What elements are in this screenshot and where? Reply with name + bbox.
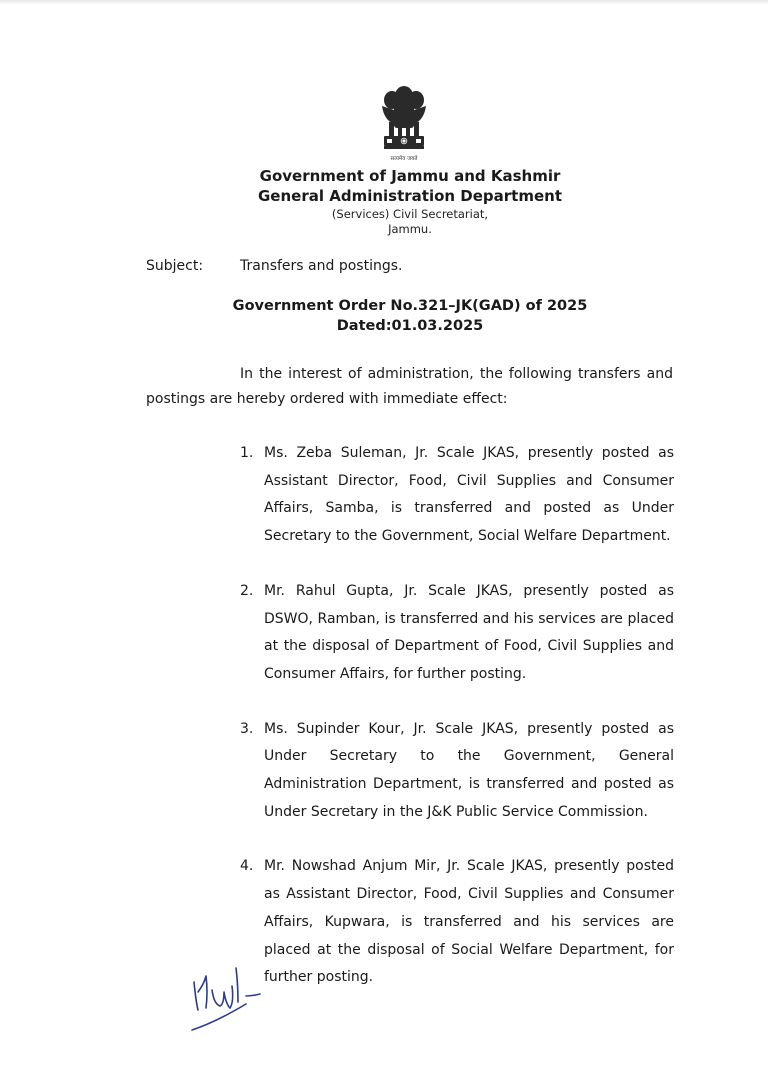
- order-item-number: 3.: [240, 720, 254, 737]
- department-name: General Administration Department: [258, 187, 562, 205]
- order-item: [240, 578, 674, 689]
- government-name: Government of Jammu and Kashmir: [259, 167, 561, 185]
- order-item-number: 1.: [240, 445, 254, 461]
- address-line-2: Jammu.: [388, 222, 432, 236]
- emblem-motto: सत्यमेव जयते: [390, 156, 418, 162]
- order-item-number: 2.: [240, 582, 254, 599]
- scan-edge: [0, 0, 768, 5]
- subject-text: Transfers and postings.: [240, 258, 403, 274]
- intro-paragraph: In the interest of administration, the following transfers and postings are hereby ordered with immediate effect:: [146, 366, 673, 407]
- order-date: Dated:01.03.2025: [336, 318, 484, 334]
- state-emblem-icon: [372, 86, 436, 164]
- order-item: [240, 716, 674, 827]
- handwritten-signature: [186, 962, 266, 1034]
- order-item-text: Mr. Rahul Gupta, Jr. Scale JKAS, presently posted as DSWO, Ramban, is transferred and his services are placed at the disposal of Department of Food, Civil Supplies and Consumer Affairs, for further posting.: [264, 582, 674, 682]
- order-item: [240, 440, 674, 551]
- address-line-1: (Services) Civil Secretariat,: [331, 207, 489, 221]
- order-item-text: Mr. Nowshad Anjum Mir, Jr. Scale JKAS, presently posted as Assistant Director, Food, Civil Supplies and Consumer Affairs, Kupwara, is transferred and his services are placed at the disposal of Social Welfare Department, for further posting.: [264, 858, 674, 986]
- order-item: [240, 853, 674, 992]
- order-item-text: Ms. Zeba Suleman, Jr. Scale JKAS, presently posted as Assistant Director, Food, Civil Supplies and Consumer Affairs, Samba, is transferred and posted as Under Secretary to the Government, Social Welfare Department.: [264, 445, 674, 545]
- subject-label: Subject:: [146, 258, 204, 274]
- order-item-text: Ms. Supinder Kour, Jr. Scale JKAS, presently posted as Under Secretary to the Government, General Administration Department, is transferred and posted as Under Secretary in the J&K Public Service Commission.: [264, 720, 674, 820]
- order-number: Government Order No.321–JK(GAD) of 2025: [232, 298, 588, 314]
- order-item-number: 4.: [240, 858, 254, 875]
- orders-list: [240, 440, 674, 1019]
